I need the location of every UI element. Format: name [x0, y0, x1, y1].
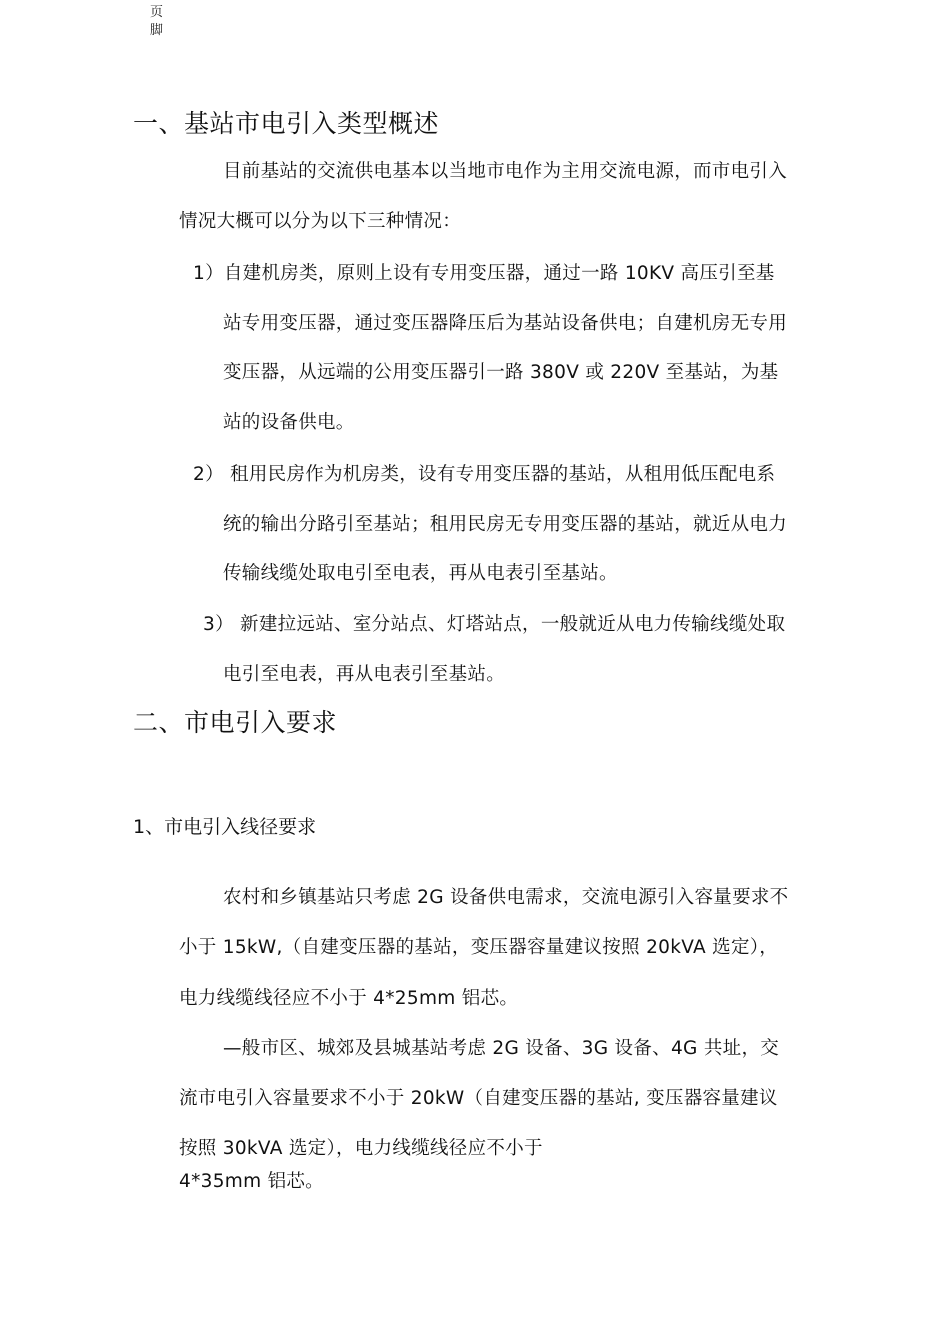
- item-1-line-3: 变压器，从远端的公用变压器引一路 380V 或 220V 至基站，为基: [223, 362, 779, 383]
- item-2-line-2: 统的输出分路引至基站；租用民房无专用变压器的基站，就近从电力: [223, 514, 788, 535]
- intro-line-1: 目前基站的交流供电基本以当地市电作为主用交流电源，而市电引入: [223, 161, 788, 182]
- para-1-line-3: 电力线缆线径应不小于 4*25mm 铝芯。: [179, 988, 519, 1009]
- item-1-line-4: 站的设备供电。: [223, 412, 355, 433]
- para-2-line-3: 按照 30kVA 选定），电力线缆线径应不小于: [179, 1138, 543, 1159]
- section-2-heading: 二、市电引入要求: [133, 708, 338, 737]
- intro-line-2: 情况大概可以分为以下三种情况：: [179, 211, 462, 232]
- item-1-line-1: 1）自建机房类，原则上设有专用变压器，通过一路 10KV 高压引至基: [193, 263, 775, 284]
- item-3-line-2: 电引至电表，再从电表引至基站。: [223, 664, 506, 685]
- para-2-line-2: 流市电引入容量要求不小于 20kW（自建变压器的基站, 变压器容量建议: [179, 1088, 778, 1109]
- section-1-heading: 一、基站市电引入类型概述: [133, 109, 440, 138]
- item-2-line-3: 传输线缆处取电引至电表，再从电表引至基站。: [223, 563, 618, 584]
- subsection-1-heading: 1、市电引入线径要求: [133, 816, 317, 838]
- para-2-line-1: —般市区、城郊及县城基站考虑 2G 设备、3G 设备、4G 共址，交: [223, 1038, 780, 1059]
- item-3-line-1: 3） 新建拉远站、室分站点、灯塔站点，一般就近从电力传输线缆处取: [203, 614, 786, 635]
- item-2-line-1: 2） 租用民房作为机房类，设有专用变压器的基站，从租用低压配电系: [193, 464, 776, 485]
- page-footer-label: 页脚: [150, 5, 164, 38]
- para-2-line-4: 4*35mm 铝芯。: [179, 1171, 324, 1192]
- para-1-line-2: 小于 15kW,（自建变压器的基站，变压器容量建议按照 20kVA 选定），: [179, 937, 779, 958]
- para-1-line-1: 农村和乡镇基站只考虑 2G 设备供电需求，交流电源引入容量要求不: [223, 887, 789, 908]
- item-1-line-2: 站专用变压器，通过变压器降压后为基站设备供电；自建机房无专用: [223, 313, 788, 334]
